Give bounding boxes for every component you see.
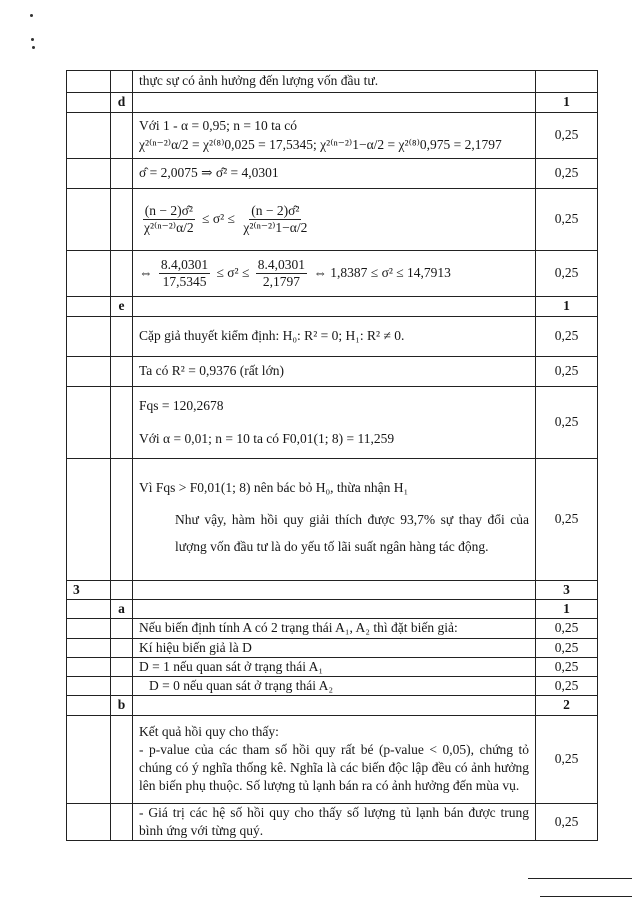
d-line-2: χ²⁽ⁿ⁻²⁾α/2 = χ²⁽⁸⁾0,025 = 17,5345; χ²⁽ⁿ⁻²⁾1−α/2 = χ²⁽⁸⁾0,975 = 2,1797	[139, 136, 502, 152]
continued-text: thực sự có ảnh hưởng đến lượng vốn đầu tư.	[133, 71, 536, 93]
score: 0,25	[536, 657, 598, 676]
e-line-6: Như vậy, hàm hồi quy giải thích được 93,7% sự thay đổi của lượng vốn đầu tư là do yếu tố lãi suất ngân hàng tác động.	[175, 511, 529, 554]
score: 0,25	[536, 619, 598, 638]
fraction: $\frac{8.4,0301}{17,5345}$	[160, 256, 209, 289]
a-line-3: D = 1 nếu quan sát ở trạng thái A₁	[133, 657, 536, 676]
table-row	[67, 387, 598, 459]
part-label-b: b	[111, 696, 133, 715]
question-score-3: 3	[536, 581, 598, 600]
d-line-3: σ̂ = 2,0075 ⇒ σ̂² = 4,0301	[133, 159, 536, 189]
table-row	[67, 638, 598, 657]
question-label-3: 3	[67, 581, 111, 600]
score: 0,25	[536, 251, 598, 297]
table-row	[67, 113, 598, 159]
table-row	[67, 71, 598, 93]
fraction: $\frac{8.4,0301}{2,1797}$	[257, 256, 306, 289]
scan-dot	[32, 46, 35, 49]
score: 0,25	[536, 677, 598, 696]
a-line-2: Kí hiệu biến giả là D	[133, 638, 536, 657]
e-line-5: Vì Fqs > F0,01(1; 8) nên bác bỏ H₀, thừa nhận H₁	[139, 480, 409, 496]
score: 0,25	[536, 387, 598, 459]
b-line-1: Kết quả hồi quy cho thấy:	[139, 723, 279, 739]
part-score-a: 1	[536, 600, 598, 619]
score: 0,25	[536, 317, 598, 357]
table-row	[67, 251, 598, 297]
d-line-1: Với 1 - α = 0,95; n = 10 ta có	[139, 118, 298, 134]
table-row	[67, 619, 598, 638]
scan-rule	[540, 896, 632, 897]
part-score-e: 1	[536, 297, 598, 317]
fraction: $\frac{\text{(n − 2)σ̂²}}{\text{χ²⁽ⁿ⁻²⁾α/2}}$	[144, 202, 194, 235]
answer-table	[66, 70, 598, 841]
score: 0,25	[536, 113, 598, 159]
a-line-4: D = 0 nếu quan sát ở trạng thái A₂	[133, 677, 536, 696]
table-row	[67, 696, 598, 715]
fraction: $\frac{\text{(n − 2)σ̂²}}{\text{χ²⁽ⁿ⁻²⁾1−α/2}}$	[243, 202, 308, 235]
part-label-e: e	[111, 297, 133, 317]
scan-rule	[528, 878, 632, 879]
part-score-b: 2	[536, 696, 598, 715]
table-row	[67, 459, 598, 581]
scan-dot	[30, 14, 33, 17]
d-line-4: $\frac{\text{(n − 2)σ̂²}}{\text{χ²⁽ⁿ⁻²⁾α/2}}$ ≤ σ² ≤ $\frac{\text{(n − 2)σ̂²}}{\text{χ²⁽ⁿ⁻²⁾1−α/2}}$	[133, 189, 536, 251]
table-row	[67, 189, 598, 251]
table-row	[67, 317, 598, 357]
e-line-3: Fqs = 120,2678	[139, 398, 224, 414]
part-label-a: a	[111, 600, 133, 619]
score: 0,25	[536, 459, 598, 581]
score: 0,25	[536, 189, 598, 251]
scan-dot	[31, 38, 34, 41]
d-line-5: ⇔ $\frac{8.4,0301}{17,5345}$ ≤ σ² ≤ $\frac{8.4,0301}{2,1797}$ ⇔ 1,8387 ≤ σ² ≤ 14,7913	[133, 251, 536, 297]
score: 0,25	[536, 715, 598, 803]
table-row	[67, 677, 598, 696]
part-score-d: 1	[536, 93, 598, 113]
table-row	[67, 581, 598, 600]
score: 0,25	[536, 357, 598, 387]
table-row	[67, 93, 598, 113]
table-row	[67, 715, 598, 803]
part-label-d: d	[111, 93, 133, 113]
table-row	[67, 657, 598, 676]
a-line-1: Nếu biến định tính A có 2 trạng thái A₁, A₂ thì đặt biến giả:	[133, 619, 536, 638]
table-row	[67, 297, 598, 317]
score: 0,25	[536, 803, 598, 840]
e-line-1: Cặp giả thuyết kiểm định: H₀: R² = 0; H₁: R² ≠ 0.	[133, 317, 536, 357]
e-line-2: Ta có R² = 0,9376 (rất lớn)	[133, 357, 536, 387]
e-line-4: Với α = 0,01; n = 10 ta có F0,01(1; 8) = 11,259	[139, 430, 395, 446]
table-row	[67, 803, 598, 840]
table-row	[67, 600, 598, 619]
score: 0,25	[536, 159, 598, 189]
b-line-3: - Giá trị các hệ số hồi quy cho thấy số lượng tủ lạnh bán được trung bình ứng với từng quý.	[133, 803, 536, 840]
table-row	[67, 357, 598, 387]
score: 0,25	[536, 638, 598, 657]
table-row	[67, 159, 598, 189]
b-line-2: - p-value của các tham số hồi quy rất bé (p-value < 0,05), chứng tỏ chúng có ý nghĩa thống kê. Nghĩa là các biến độc lập đều có ảnh hưởng lên biến phụ thuộc. Số lượng tủ lạnh bán ra có ảnh hưởng đến mùa vụ.	[139, 741, 529, 794]
